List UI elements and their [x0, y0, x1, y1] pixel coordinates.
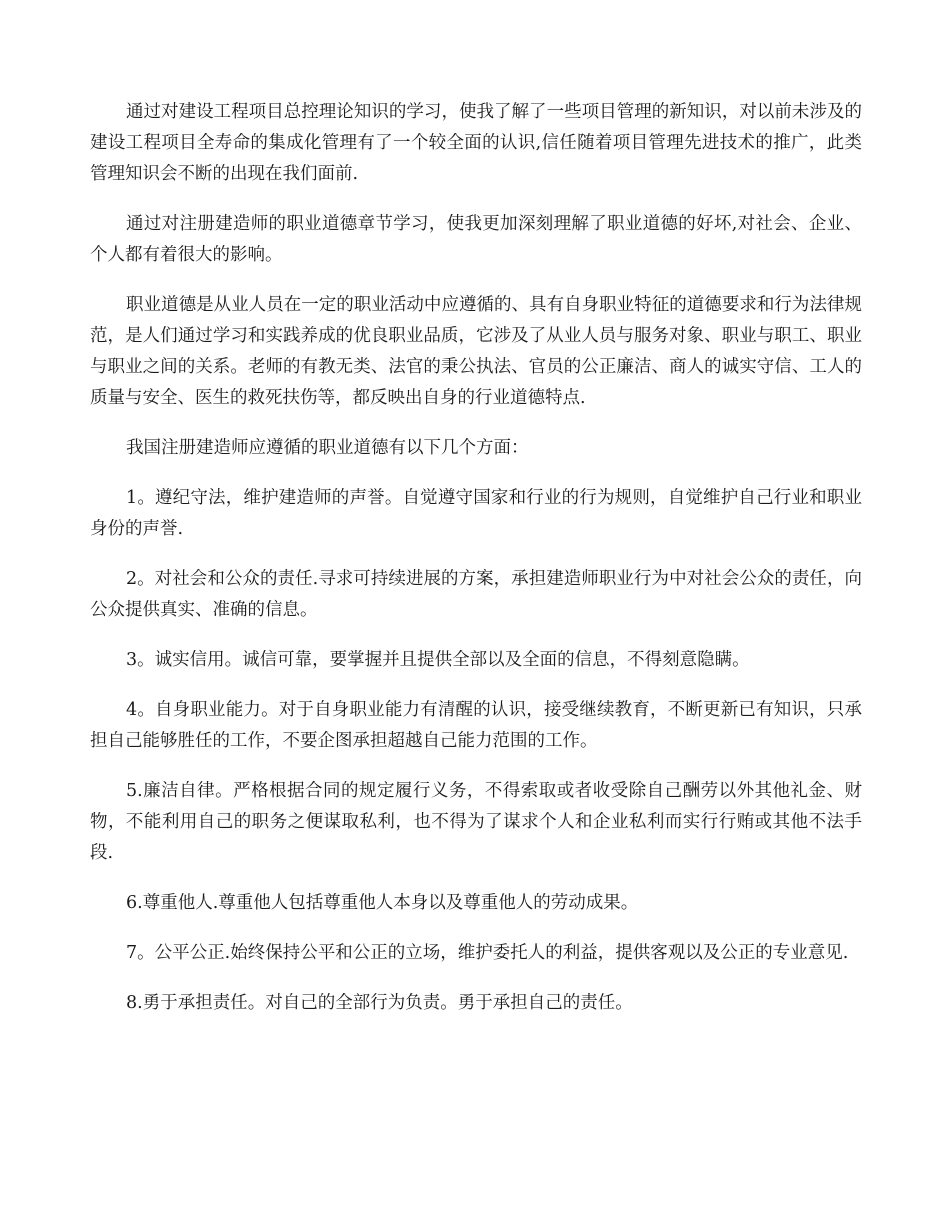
list-item-8: 8.勇于承担责任。对自己的全部行为负责。勇于承担自己的责任。 — [126, 993, 633, 1013]
list-item-6: 6.尊重他人.尊重他人包括尊重他人本身以及尊重他人的劳动成果。 — [126, 893, 639, 913]
list-item-3: 3。诚实信用。诚信可靠，要掌握并且提供全部以及全面的信息，不得刻意隐瞒。 — [126, 650, 750, 670]
list-item-2: 2。对社会和公众的责任.寻求可持续进展的方案，承担建造师职业行为中对社会公众的责任，向公众提供真实、准确的信息。 — [90, 569, 862, 620]
list-item-5: 5.廉洁自律。严格根据合同的规定履行义务，不得索取或者收受除自己酬劳以外其他礼金、财物，不能利用自己的职务之便谋取私利，也不得为了谋求个人和企业私利而实行行贿或其他不法手段. — [90, 781, 862, 863]
paragraph-ethics-study: 通过对注册建造师的职业道德章节学习，使我更加深刻理解了职业道德的好坏,对社会、企业、个人都有着很大的影响。 — [90, 214, 862, 265]
list-item-4: 4。自身职业能力。对于自身职业能力有清醒的认识，接受继续教育，不断更新已有知识，只承担自己能够胜任的工作，不要企图承担超越自己能力范围的工作。 — [90, 700, 862, 751]
document-body — [90, 97, 862, 1038]
list-item-1: 1。遵纪守法，维护建造师的声誉。自觉遵守国家和行业的行为规则，自觉维护自己行业和职业身份的声誉. — [90, 488, 862, 539]
paragraph-intro-project-management: 通过对建设工程项目总控理论知识的学习，使我了解了一些项目管理的新知识，对以前未涉及的建设工程项目全寿命的集成化管理有了一个较全面的认识,信任随着项目管理先进技术的推广，此类管理知识会不断的出现在我们面前. — [90, 102, 862, 184]
list-item-7: 7。公平公正.始终保持公平和公正的立场，维护委托人的利益，提供客观以及公正的专业意见. — [126, 943, 849, 963]
paragraph-ethics-aspects-heading: 我国注册建造师应遵循的职业道德有以下几个方面： — [126, 438, 529, 458]
paragraph-ethics-definition: 职业道德是从业人员在一定的职业活动中应遵循的、具有自身职业特征的道德要求和行为法律规范，是人们通过学习和实践养成的优良职业品质，它涉及了从业人员与服务对象、职业与职工、职业与职业之间的关系。老师的有教无类、法官的秉公执法、官员的公正廉洁、商人的诚实守信、工人的质量与安全、医生的救死扶伤等，都反映出自身的行业道德特点. — [90, 295, 862, 408]
